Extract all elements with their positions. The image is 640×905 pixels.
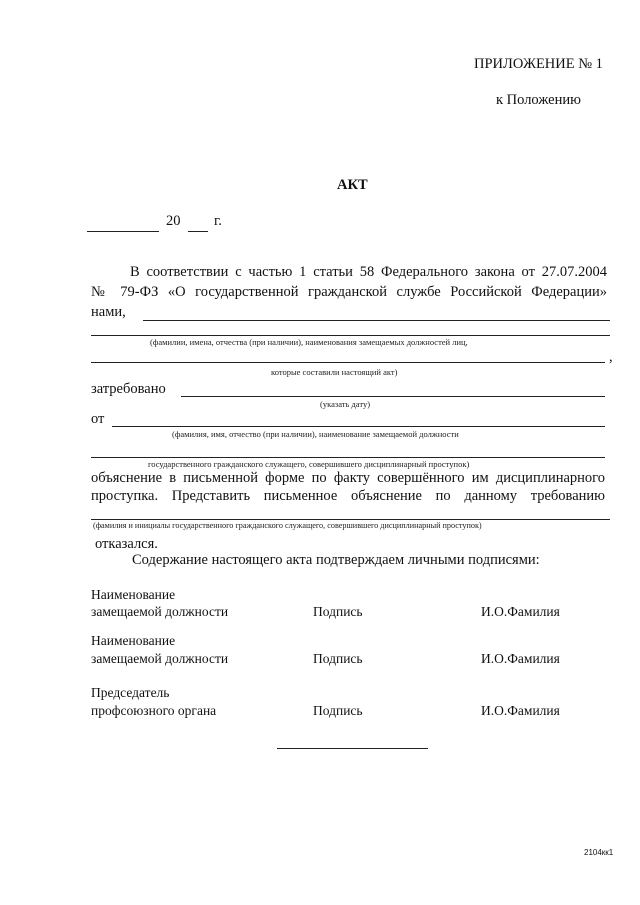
year-blank-line (188, 231, 208, 232)
refused-label: отказался. (95, 536, 158, 552)
caption-servant: государственного гражданского служащего, совершившего дисциплинарный проступок) (148, 459, 470, 469)
signer-3-role-line-2: профсоюзного органа (91, 703, 217, 718)
paragraph-line-2: № 79-ФЗ «О государственной гражданской службе Российской Федерации» (91, 284, 607, 300)
initials-line (91, 519, 610, 520)
from-line (112, 426, 605, 427)
by-us-label: нами, (91, 304, 126, 320)
date-day-month-line (87, 231, 159, 232)
signer-3-name: И.О.Фамилия (481, 703, 560, 718)
explanation-line-1: объяснение в письменной форме по факту совершённого им дисциплинарного (91, 470, 605, 486)
names-line-1 (143, 320, 610, 321)
signer-2-role-line-1: Наименование (91, 633, 176, 648)
comma: , (609, 349, 613, 365)
signer-1-role-line-2: замещаемой должности (91, 604, 229, 619)
names-line-2 (91, 335, 610, 336)
year-suffix: г. (214, 213, 222, 229)
footer-code: 2104кк1 (584, 848, 614, 857)
signer-1-signature: Подпись (313, 604, 363, 619)
caption-fio-position: (фамилия, имя, отчество (при наличии), наименование замещаемой должности (172, 429, 459, 439)
signer-2-signature: Подпись (313, 651, 363, 666)
signer-3-signature: Подпись (313, 703, 363, 718)
signer-3-role-line-1: Председатель (91, 685, 170, 700)
year-prefix: 20 (166, 213, 181, 229)
signer-2-role-line-2: замещаемой должности (91, 651, 229, 666)
closing-line (277, 748, 428, 749)
signer-1-name: И.О.Фамилия (481, 604, 560, 619)
servant-line (91, 457, 605, 458)
paragraph-line-1: В соответствии с частью 1 статьи 58 Федерального закона от 27.07.2004 (130, 264, 607, 280)
caption-names: (фамилии, имена, отчества (при наличии), наименования замещаемых должностей лиц, (150, 337, 468, 347)
signer-2-name: И.О.Фамилия (481, 651, 560, 666)
document-title: АКТ (337, 177, 368, 193)
caption-date: (указать дату) (320, 399, 371, 409)
from-label: от (91, 411, 105, 427)
requested-date-line (181, 396, 605, 397)
caption-initials: (фамилия и инициалы государственного гражданского служащего, совершившего дисциплинарный проступок) (93, 521, 482, 530)
confirm-statement: Содержание настоящего акта подтверждаем личными подписями: (132, 552, 540, 568)
requested-label: затребовано (91, 381, 166, 397)
appendix-label: ПРИЛОЖЕНИЕ № 1 (474, 56, 603, 72)
caption-composed: которые составили настоящий акт) (271, 367, 398, 377)
signer-1-role-line-1: Наименование (91, 587, 176, 602)
names-line-3 (91, 362, 605, 363)
regulation-reference: к Положению (496, 92, 581, 108)
explanation-line-2: проступка. Представить письменное объяснение по данному требованию (91, 488, 605, 504)
